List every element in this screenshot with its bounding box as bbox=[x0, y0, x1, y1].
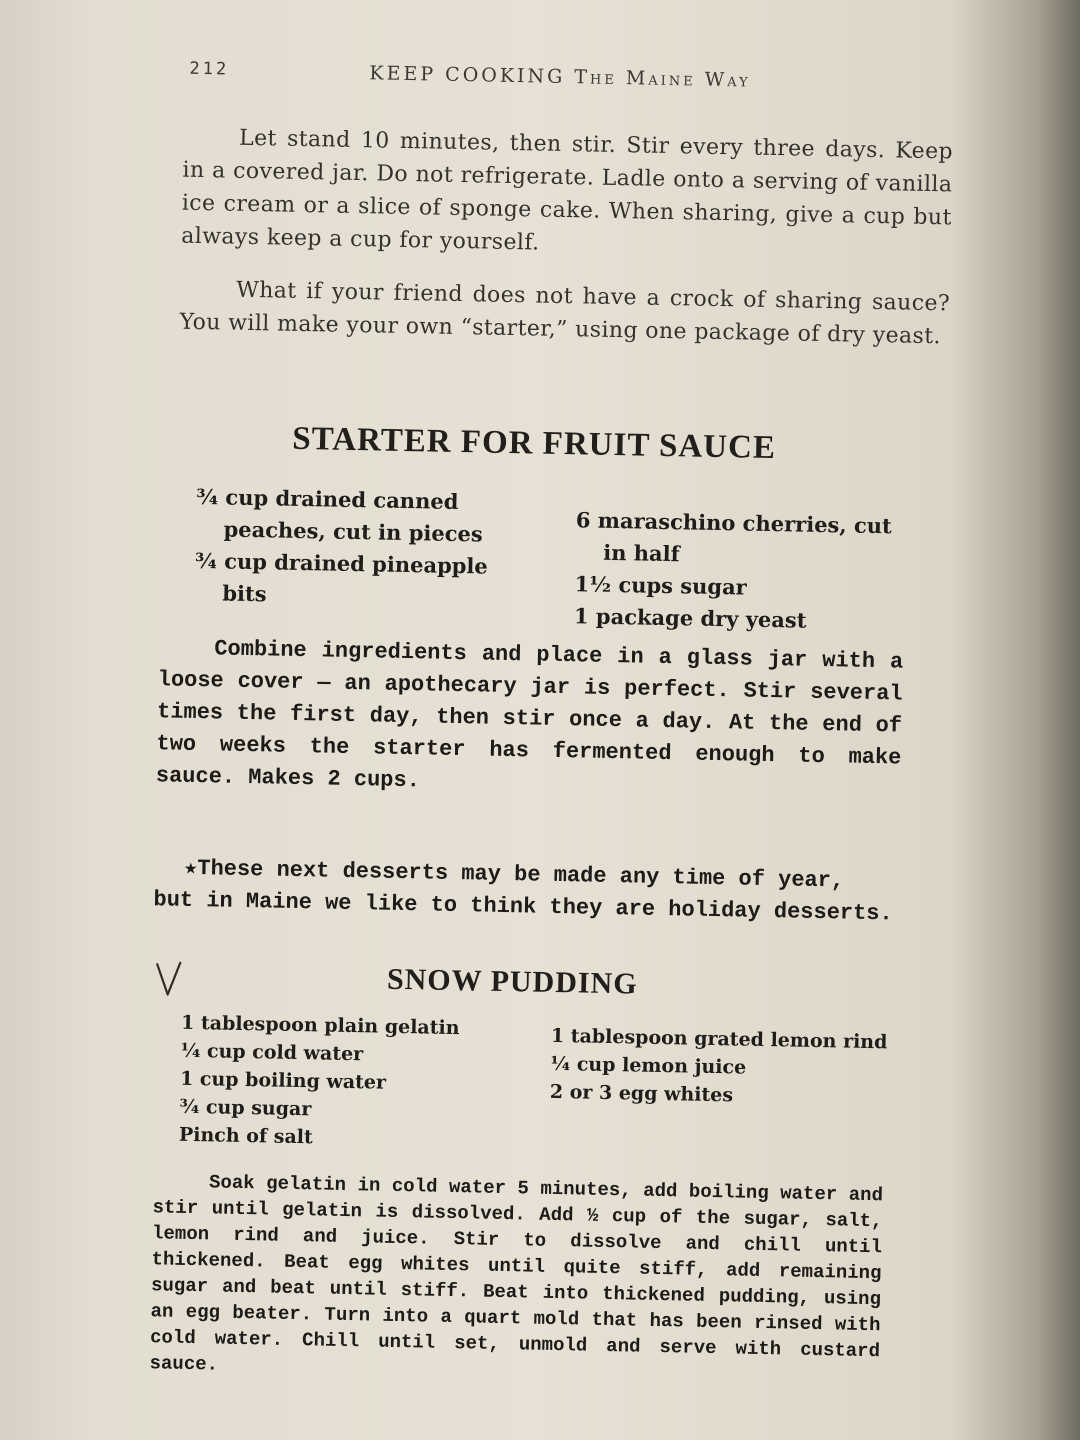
running-header bbox=[149, 40, 960, 96]
starter-ingredients-right bbox=[574, 504, 906, 638]
ingredient-item: ¼ cup cold water bbox=[180, 1039, 364, 1066]
ingredient-item: ¼ cup lemon juice bbox=[550, 1052, 747, 1079]
intro-paragraph-2: What if your friend does not have a crock of sharing sauce? You will make your own “starter,” using one package of dry yeast. bbox=[179, 277, 951, 350]
book-page bbox=[124, 40, 960, 1435]
snow-pudding-directions bbox=[149, 1168, 883, 1390]
starter-ingredients-left bbox=[194, 481, 516, 615]
intro-paragraph-1: Let stand 10 minutes, then stir. Stir every three days. Keep in a covered jar. Do not refrigerate. Ladle onto a serving of vanilla ice cream or a slice of sponge cake. When sharing, give a cup but always keep a cup for yourself. bbox=[181, 125, 954, 256]
ingredient-item: ¾ cup drained pineapple bits bbox=[194, 547, 489, 607]
ingredient-item: 6 maraschino cherries, cut in half bbox=[575, 507, 893, 567]
snow-pudding-ingredients-left bbox=[179, 1009, 522, 1156]
pencil-check-mark-icon bbox=[154, 960, 185, 1001]
starter-directions bbox=[156, 632, 904, 806]
page-number: 212 bbox=[189, 58, 230, 80]
starter-recipe-title: STARTER FOR FRUIT SAUCE bbox=[292, 420, 777, 467]
intro-text bbox=[179, 121, 953, 354]
ingredient-item: 1 cup boiling water bbox=[179, 1067, 387, 1094]
ingredient-item: 1 tablespoon grated lemon rind bbox=[550, 1024, 888, 1054]
ingredient-item: 2 or 3 egg whites bbox=[549, 1080, 734, 1107]
running-title: KEEP COOKING The Maine Way bbox=[369, 62, 751, 92]
ingredient-item: 1½ cups sugar bbox=[574, 571, 748, 600]
ingredient-item: 1 package dry yeast bbox=[573, 603, 807, 633]
snow-pudding-directions-text: Soak gelatin in cold water 5 minutes, add boiling water and stir until gelatin is dissolved. Add ½ cup of the sugar, salt, lemon rind and juice. Stir to dissolve and chill until thickened. Beat egg whites until quite stiff, add remaining sugar and beat until stiff. Beat into thickened pudding, using an egg beater. Turn into a quart mold that has been rinsed with cold water. Chill until set, unmold and serve with custard sauce. bbox=[149, 1171, 884, 1376]
holiday-note bbox=[153, 852, 894, 930]
ingredient-item: 1 tablespoon plain gelatin bbox=[180, 1011, 460, 1040]
ingredient-item: ¾ cup drained canned peaches, cut in pieces bbox=[196, 483, 483, 547]
holiday-note-text: ★These next desserts may be made any time of year, but in Maine we like to think they are holiday desserts. bbox=[153, 855, 893, 927]
starter-directions-text: Combine ingredients and place in a glass jar with a loose cover — an apothecary jar is perfect. Stir several times the first day, then stir once a day. At the end of two weeks the starter has fermented enough to make sauce. Makes 2 cups. bbox=[155, 636, 904, 794]
ingredient-item: ¾ cup sugar bbox=[179, 1095, 312, 1121]
snow-pudding-title: SNOW PUDDING bbox=[386, 962, 638, 1001]
snow-pudding-ingredients-right bbox=[550, 1022, 892, 1113]
ingredient-item: Pinch of salt bbox=[178, 1123, 313, 1149]
